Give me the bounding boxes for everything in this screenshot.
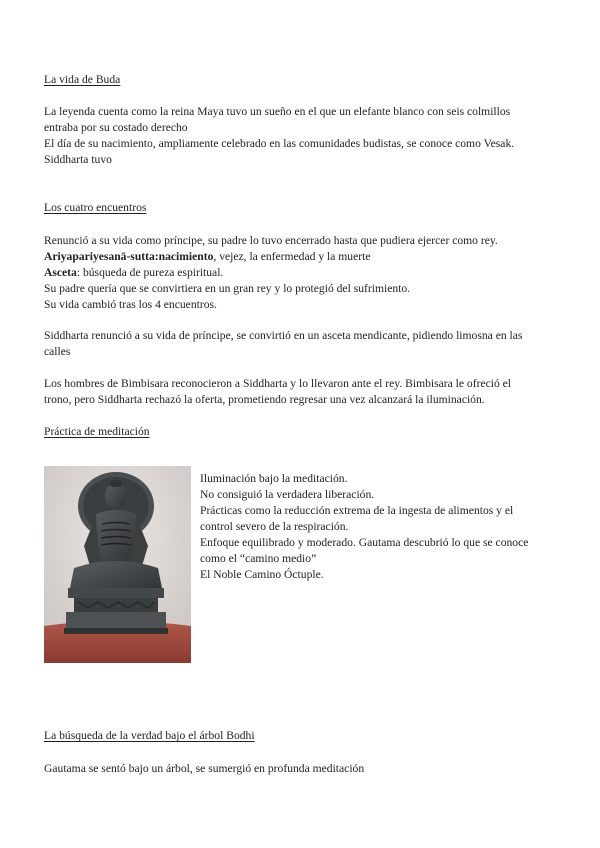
heading-arbol-bodhi: La búsqueda de la verdad bajo el árbol Bodhi (44, 729, 255, 742)
section-encuentros (44, 200, 544, 216)
text-line: Los hombres de Bimbisara reconocieron a Siddharta y lo llevaron ante el rey. Bimbisara le ofreció el (44, 377, 512, 390)
text-line: El día de su nacimiento, ampliamente celebrado en las comunidades budistas, se conoce como Vesak. (44, 137, 515, 150)
fasting-buddha-image (44, 466, 191, 663)
section-meditacion (44, 424, 544, 440)
paragraph-renuncia (44, 328, 544, 360)
text-line: Enfoque equilibrado y moderado. Gautama descubrió lo que se conoce (200, 536, 529, 549)
term-sutta: Ariyapariyesanā-sutta:nacimiento (44, 250, 214, 263)
text-line: calles (44, 345, 71, 358)
heading-cuatro-encuentros: Los cuatro encuentros (44, 201, 147, 214)
text-fragment: , vejez, la enfermedad y la muerte (213, 250, 371, 263)
section-vida (44, 72, 544, 88)
text-line: No consiguió la verdadera liberación. (200, 488, 375, 501)
text-line: El Noble Camino Óctuple. (200, 568, 324, 581)
text-line: entraba por su costado derecho (44, 121, 188, 134)
text-line: Su padre quería que se convirtiera en un gran rey y lo protegió del sufrimiento. (44, 282, 411, 295)
text-line: como el “camino medio” (200, 552, 317, 565)
term-asceta: Asceta (44, 266, 77, 279)
paragraph-vida (44, 104, 544, 168)
text-line: La leyenda cuenta como la reina Maya tuvo un sueño en el que un elefante blanco con seis colmillos (44, 105, 511, 118)
meditation-notes (200, 471, 550, 583)
buddha-statue-icon (44, 466, 191, 663)
paragraph-encuentros (44, 233, 544, 313)
text-fragment: : búsqueda de pureza espiritual. (76, 266, 224, 279)
text-line: Gautama se sentó bajo un árbol, se sumergió en profunda meditación (44, 762, 365, 775)
text-line (44, 265, 544, 281)
text-line: Iluminación bajo la meditación. (200, 472, 348, 485)
section-bodhi (44, 728, 544, 744)
text-line (44, 249, 544, 265)
paragraph-bodhi (44, 761, 544, 777)
text-line: Siddharta tuvo (44, 153, 112, 166)
text-line: control severo de la respiración. (200, 520, 349, 533)
text-line: Siddharta renunció a su vida de príncipe, se convirtió en un asceta mendicante, pidiendo limosna en las (44, 329, 523, 342)
text-line: Renunció a su vida como príncipe, su padre lo tuvo encerrado hasta que pudiera ejercer como rey. (44, 234, 498, 247)
text-line: Prácticas como la reducción extrema de la ingesta de alimentos y el (200, 504, 514, 517)
heading-vida-de-buda: La vida de Buda (44, 73, 121, 86)
paragraph-bimbisara (44, 376, 544, 408)
heading-practica-meditacion: Práctica de meditación (44, 425, 150, 438)
text-line: Su vida cambió tras los 4 encuentros. (44, 298, 217, 311)
text-line: trono, pero Siddharta rechazó la oferta, prometiendo regresar una vez alcanzará la iluminación. (44, 393, 485, 406)
